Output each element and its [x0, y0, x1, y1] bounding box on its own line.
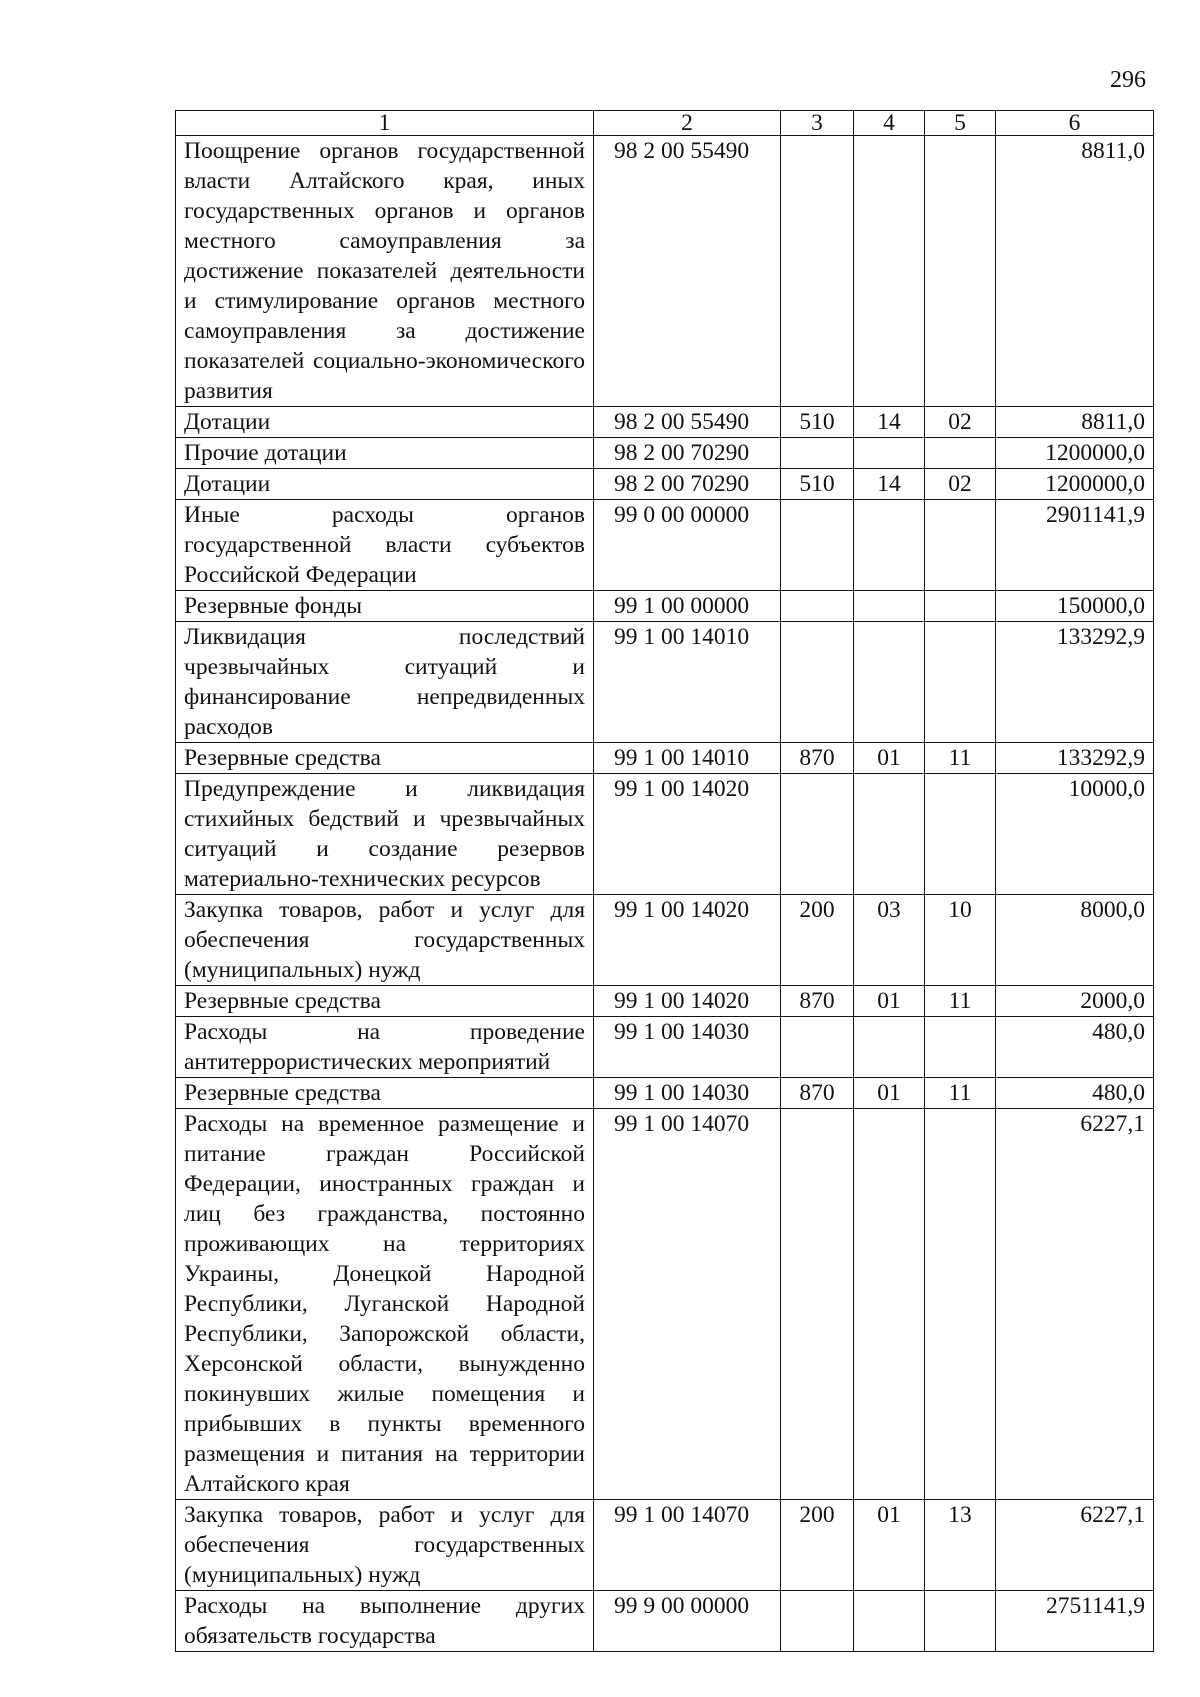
row-name-cell: Расходы на выполнение других обязательств государства [176, 1591, 594, 1652]
row-col5-cell [925, 500, 996, 591]
row-col3-cell [781, 622, 854, 743]
row-col3-cell [781, 591, 854, 622]
table-row [176, 438, 1154, 469]
row-col3-cell [781, 1109, 854, 1500]
row-code-cell: 99 1 00 14070 [594, 1109, 781, 1500]
row-col3-cell: 870 [781, 986, 854, 1017]
row-amount-cell: 10000,0 [996, 774, 1154, 895]
row-amount-cell: 2751141,9 [996, 1591, 1154, 1652]
row-name-cell: Резервные средства [176, 743, 594, 774]
row-col5-cell [925, 1591, 996, 1652]
row-code-cell: 98 2 00 70290 [594, 438, 781, 469]
header-cell-1: 1 [176, 111, 594, 136]
row-code-cell: 99 1 00 14030 [594, 1017, 781, 1078]
table-row [176, 1500, 1154, 1591]
row-col3-cell: 870 [781, 743, 854, 774]
row-amount-cell: 2901141,9 [996, 500, 1154, 591]
row-col5-cell: 10 [925, 895, 996, 986]
table-header-row [176, 111, 1154, 136]
row-name-cell: Закупка товаров, работ и услуг для обеспечения государственных (муниципальных) нужд [176, 895, 594, 986]
row-col5-cell: 02 [925, 469, 996, 500]
row-name-cell: Закупка товаров, работ и услуг для обеспечения государственных (муниципальных) нужд [176, 1500, 594, 1591]
header-cell-3: 3 [781, 111, 854, 136]
row-col4-cell: 14 [854, 407, 925, 438]
row-code-cell: 99 1 00 14020 [594, 895, 781, 986]
row-col3-cell: 200 [781, 1500, 854, 1591]
row-col4-cell [854, 591, 925, 622]
row-col4-cell: 01 [854, 986, 925, 1017]
row-amount-cell: 480,0 [996, 1078, 1154, 1109]
row-col3-cell: 510 [781, 469, 854, 500]
row-col4-cell [854, 774, 925, 895]
row-col4-cell [854, 136, 925, 407]
row-col5-cell: 11 [925, 1078, 996, 1109]
row-col4-cell [854, 1109, 925, 1500]
row-col5-cell [925, 1109, 996, 1500]
row-amount-cell: 2000,0 [996, 986, 1154, 1017]
row-amount-cell: 6227,1 [996, 1109, 1154, 1500]
header-cell-5: 5 [925, 111, 996, 136]
row-col4-cell: 01 [854, 1500, 925, 1591]
row-col4-cell [854, 438, 925, 469]
row-col3-cell: 870 [781, 1078, 854, 1109]
row-col4-cell: 01 [854, 743, 925, 774]
row-col5-cell [925, 591, 996, 622]
header-cell-4: 4 [854, 111, 925, 136]
row-col3-cell [781, 774, 854, 895]
row-col3-cell [781, 1591, 854, 1652]
row-name-cell: Резервные фонды [176, 591, 594, 622]
row-name-cell: Предупреждение и ликвидация стихийных бедствий и чрезвычайных ситуаций и создание резервов материально-технических ресурсов [176, 774, 594, 895]
row-col4-cell [854, 500, 925, 591]
row-code-cell: 99 1 00 14030 [594, 1078, 781, 1109]
row-code-cell: 99 0 00 00000 [594, 500, 781, 591]
row-code-cell: 98 2 00 55490 [594, 136, 781, 407]
row-col4-cell [854, 1591, 925, 1652]
row-name-cell: Резервные средства [176, 1078, 594, 1109]
row-col3-cell [781, 136, 854, 407]
row-code-cell: 99 1 00 14020 [594, 986, 781, 1017]
table-row [176, 986, 1154, 1017]
table-row [176, 500, 1154, 591]
table-row [176, 407, 1154, 438]
row-col5-cell [925, 438, 996, 469]
table-row [176, 622, 1154, 743]
row-col4-cell [854, 1017, 925, 1078]
row-code-cell: 98 2 00 55490 [594, 407, 781, 438]
page-number: 296 [1110, 67, 1146, 93]
table-row [176, 895, 1154, 986]
row-col3-cell: 200 [781, 895, 854, 986]
table-row [176, 1591, 1154, 1652]
table-row [176, 1109, 1154, 1500]
row-amount-cell: 6227,1 [996, 1500, 1154, 1591]
row-amount-cell: 8000,0 [996, 895, 1154, 986]
row-amount-cell: 1200000,0 [996, 469, 1154, 500]
row-amount-cell: 133292,9 [996, 743, 1154, 774]
budget-table [175, 110, 1154, 1652]
row-col5-cell [925, 622, 996, 743]
table-row [176, 1017, 1154, 1078]
table-row [176, 743, 1154, 774]
row-name-cell: Прочие дотации [176, 438, 594, 469]
table-row [176, 1078, 1154, 1109]
row-col5-cell: 02 [925, 407, 996, 438]
row-col4-cell: 14 [854, 469, 925, 500]
row-amount-cell: 8811,0 [996, 407, 1154, 438]
row-col5-cell: 13 [925, 1500, 996, 1591]
row-code-cell: 98 2 00 70290 [594, 469, 781, 500]
row-col4-cell: 01 [854, 1078, 925, 1109]
row-col4-cell [854, 622, 925, 743]
row-amount-cell: 150000,0 [996, 591, 1154, 622]
row-col5-cell: 11 [925, 986, 996, 1017]
table-row [176, 774, 1154, 895]
row-col5-cell: 11 [925, 743, 996, 774]
row-name-cell: Расходы на проведение антитеррористических мероприятий [176, 1017, 594, 1078]
header-cell-2: 2 [594, 111, 781, 136]
table-row [176, 469, 1154, 500]
row-name-cell: Поощрение органов государственной власти Алтайского края, иных государственных органов и органов местного самоуправления за достижение показателей деятельности и стимулирование органов местного самоуправления за достижение показателей социально-экономического развития [176, 136, 594, 407]
row-col5-cell [925, 1017, 996, 1078]
row-amount-cell: 1200000,0 [996, 438, 1154, 469]
row-name-cell: Расходы на временное размещение и питание граждан Российской Федерации, иностранных граждан и лиц без гражданства, постоянно проживающих на территориях Украины, Донецкой Народной Республики, Луганской Народной Республики, Запорожской области, Херсонской области, вынужденно покинувших жилые помещения и прибывших в пункты временного размещения и питания на территории Алтайского края [176, 1109, 594, 1500]
row-name-cell: Ликвидация последствий чрезвычайных ситуаций и финансирование непредвиденных расходов [176, 622, 594, 743]
row-code-cell: 99 1 00 14020 [594, 774, 781, 895]
table-row [176, 136, 1154, 407]
row-name-cell: Дотации [176, 407, 594, 438]
row-col3-cell [781, 500, 854, 591]
row-code-cell: 99 1 00 00000 [594, 591, 781, 622]
row-amount-cell: 133292,9 [996, 622, 1154, 743]
row-amount-cell: 8811,0 [996, 136, 1154, 407]
row-name-cell: Иные расходы органов государственной власти субъектов Российской Федерации [176, 500, 594, 591]
table-row [176, 591, 1154, 622]
row-name-cell: Дотации [176, 469, 594, 500]
row-amount-cell: 480,0 [996, 1017, 1154, 1078]
row-col5-cell [925, 774, 996, 895]
row-col3-cell [781, 438, 854, 469]
row-code-cell: 99 1 00 14070 [594, 1500, 781, 1591]
row-code-cell: 99 9 00 00000 [594, 1591, 781, 1652]
row-col4-cell: 03 [854, 895, 925, 986]
row-name-cell: Резервные средства [176, 986, 594, 1017]
header-cell-6: 6 [996, 111, 1154, 136]
row-col3-cell: 510 [781, 407, 854, 438]
row-code-cell: 99 1 00 14010 [594, 622, 781, 743]
row-code-cell: 99 1 00 14010 [594, 743, 781, 774]
row-col3-cell [781, 1017, 854, 1078]
row-col5-cell [925, 136, 996, 407]
